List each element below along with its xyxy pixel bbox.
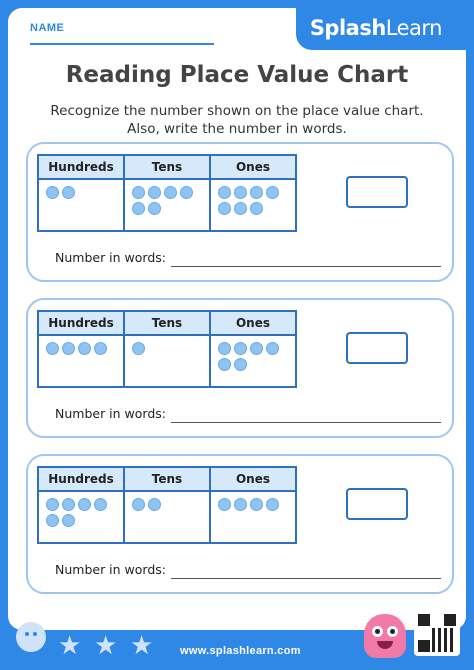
- counter-dot: [62, 342, 75, 355]
- counter-dot: [266, 498, 279, 511]
- smiley-face-icon: [16, 622, 46, 652]
- header-hundreds: Hundreds: [48, 316, 114, 330]
- instructions-line-2: Also, write the number in words.: [127, 121, 347, 137]
- counter-dot: [46, 498, 59, 511]
- instructions: [28, 102, 446, 138]
- counter-dot: [250, 342, 263, 355]
- header-ones: Ones: [209, 468, 295, 490]
- counter-dot: [94, 498, 107, 511]
- counter-dot: [78, 498, 91, 511]
- ones-cell: [209, 180, 295, 230]
- counter-dot: [218, 358, 231, 371]
- counter-dot: [250, 498, 263, 511]
- counter-dot: [132, 202, 145, 215]
- problem-card-2: [26, 298, 454, 438]
- counter-dot: [234, 202, 247, 215]
- counter-dot: [94, 342, 107, 355]
- counter-dot: [266, 186, 279, 199]
- problem-card-3: [26, 454, 454, 594]
- counter-dot: [164, 186, 177, 199]
- worksheet-sheet: [8, 8, 466, 630]
- counter-dot: [46, 514, 59, 527]
- counter-dot: [250, 186, 263, 199]
- counter-dot: [62, 514, 75, 527]
- instructions-line-1: Recognize the number shown on the place value chart.: [50, 103, 424, 119]
- place-value-table: [37, 310, 297, 388]
- name-line: [30, 43, 214, 45]
- problem-card-1: [26, 142, 454, 282]
- hundreds-cell: [39, 492, 123, 542]
- qr-code-icon: [414, 610, 460, 656]
- counter-dot: [132, 186, 145, 199]
- ones-cell: [209, 492, 295, 542]
- header-tens: Tens: [123, 156, 209, 178]
- counter-dot: [148, 202, 161, 215]
- hundreds-cell: [39, 180, 123, 230]
- star-icon: ★: [130, 630, 154, 660]
- counter-dot: [132, 342, 145, 355]
- star-icon: ★: [94, 630, 118, 660]
- words-answer-line[interactable]: [171, 422, 441, 423]
- counter-dot: [148, 186, 161, 199]
- counter-dot: [62, 498, 75, 511]
- counter-dot: [266, 342, 279, 355]
- answer-box[interactable]: [346, 332, 408, 364]
- star-icon: ★: [58, 630, 82, 660]
- header-hundreds: Hundreds: [48, 160, 114, 174]
- header-ones: Ones: [209, 156, 295, 178]
- splashlearn-logo: SplashLearn: [309, 16, 442, 40]
- page-title: Reading Place Value Chart: [65, 62, 409, 88]
- counter-dot: [234, 342, 247, 355]
- header-tens: Tens: [123, 312, 209, 334]
- counter-dot: [218, 342, 231, 355]
- ones-cell: [209, 336, 295, 386]
- words-label: Number in words:: [55, 250, 167, 265]
- counter-dot: [46, 186, 59, 199]
- counter-dot: [218, 186, 231, 199]
- counter-dot: [46, 342, 59, 355]
- header-ones: Ones: [209, 312, 295, 334]
- answer-box[interactable]: [346, 488, 408, 520]
- counter-dot: [234, 358, 247, 371]
- mascot-icon: [364, 614, 406, 658]
- logo-tab: [296, 8, 466, 50]
- place-value-table: [37, 154, 297, 232]
- counter-dot: [250, 202, 263, 215]
- place-value-table: [37, 466, 297, 544]
- header-hundreds: Hundreds: [48, 472, 114, 486]
- counter-dot: [218, 202, 231, 215]
- counter-dot: [78, 342, 91, 355]
- footer-url[interactable]: www.splashlearn.com: [180, 645, 301, 657]
- tens-cell: [123, 492, 209, 542]
- counter-dot: [148, 498, 161, 511]
- header-tens: Tens: [123, 468, 209, 490]
- name-label: NAME: [30, 22, 65, 34]
- counter-dot: [180, 186, 193, 199]
- words-label: Number in words:: [55, 562, 167, 577]
- tens-cell: [123, 180, 209, 230]
- words-answer-line[interactable]: [171, 578, 441, 579]
- words-answer-line[interactable]: [171, 266, 441, 267]
- tens-cell: [123, 336, 209, 386]
- counter-dot: [218, 498, 231, 511]
- words-label: Number in words:: [55, 406, 167, 421]
- counter-dot: [62, 186, 75, 199]
- counter-dot: [132, 498, 145, 511]
- answer-box[interactable]: [346, 176, 408, 208]
- counter-dot: [234, 186, 247, 199]
- counter-dot: [234, 498, 247, 511]
- hundreds-cell: [39, 336, 123, 386]
